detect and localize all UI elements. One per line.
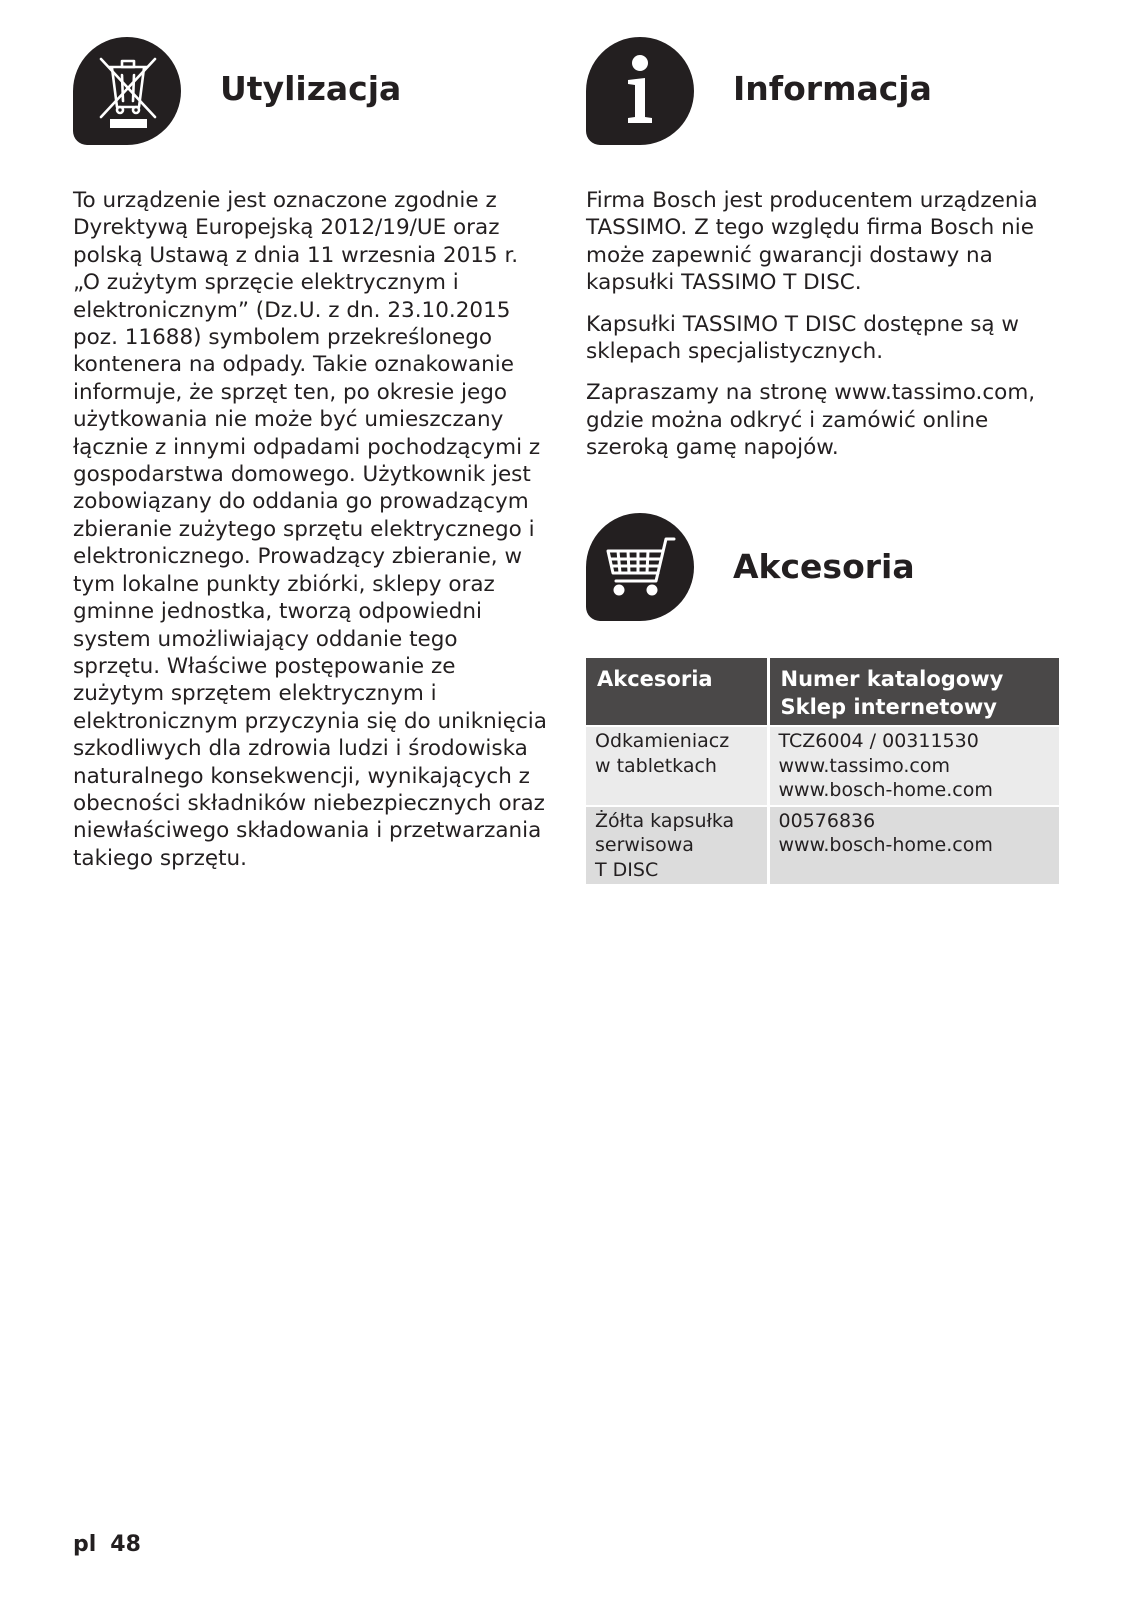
information-paragraph: Firma Bosch jest producentem urządzenia TASSIMO. Z tego względu firma Bosch nie może zapewnić gwarancji dostawy na kapsułki TASSIMO T DISC.	[586, 188, 1038, 296]
disposal-text: To urządzenie jest oznaczone zgodnie z Dyrektywą Europejską 2012/19/UE oraz polską Ustawą z dnia 11 wrzesnia 2015 r. „O zużytym sprzęcie elektrycznym i elektronicznym” (Dz.U. z dn. 23.10.2015 poz. 11688) symbolem przekreślonego kontenera na odpady. Takie oznakowanie informuje, że sprzęt ten, po okresie jego użytkowania nie może być umieszczany łącznie z innymi odpadami pochodzącymi z gospodarstwa domowego. Użytkownik jest zobowiązany do oddania go prowadzącym zbieranie zużytego sprzętu elektrycznego i elektronicznego. Prowadzący zbieranie, w tym lokalne punkty zbiórki, sklepy oraz gminne jednostka, tworzą odpowiedni system umożliwiający oddanie tego sprzętu. Właściwe postępowanie ze zużytym sprzętem elektrycznym i elektronicznym przyczynia się do uniknięcia szkodliwych dla zdrowia ludzi i środowiska naturalnego konsekwencji, wynikających z obecności składników niebezpiecznych oraz niewłaściwego składowania i przetwarzania takiego sprzętu.	[73, 188, 547, 871]
accessories-table	[586, 658, 1059, 884]
information-badge	[586, 37, 694, 145]
cell-line: T DISC	[595, 858, 659, 881]
page-number: 48	[110, 1532, 141, 1557]
cell-line: www.bosch-home.com	[778, 779, 993, 801]
cell-line: www.bosch-home.com	[778, 834, 993, 856]
crossed-out-bin-icon	[73, 37, 181, 145]
column-header: Numer katalogowy Sklep internetowy	[768, 658, 1059, 726]
page-footer	[73, 1532, 141, 1557]
cell-line: www.tassimo.com	[778, 754, 951, 777]
table-row	[586, 726, 1059, 806]
cell-line: TCZ6004 / 00311530	[778, 730, 979, 752]
disposal-title: Utylizacja	[220, 69, 402, 108]
disposal-badge	[73, 37, 181, 145]
column-header: Akcesoria	[586, 658, 768, 726]
cell-line: serwisowa	[595, 834, 694, 856]
accessory-name-cell	[586, 806, 768, 885]
cell-line: Odkamieniacz	[595, 730, 730, 752]
info-icon	[586, 37, 694, 145]
accessories-title: Akcesoria	[733, 547, 915, 586]
information-text	[586, 187, 1066, 476]
cell-line: w tabletkach	[595, 754, 717, 777]
shopping-cart-icon	[586, 513, 694, 621]
catalog-info-cell	[768, 806, 1059, 885]
table-row	[586, 806, 1059, 885]
information-title: Informacja	[733, 69, 932, 108]
catalog-info-cell	[768, 726, 1059, 806]
information-paragraph: Zapraszamy na stronę www.tassimo.com, gdzie można odkryć i zamówić online szeroką gamę napojów.	[586, 380, 1036, 461]
cell-line: Żółta kapsułka	[595, 809, 735, 832]
accessories-badge	[586, 513, 694, 621]
cell-line: 00576836	[778, 809, 876, 832]
information-paragraph: Kapsułki TASSIMO T DISC dostępne są w sklepach specjalistycznych.	[586, 311, 1020, 365]
language-code: pl	[73, 1532, 97, 1557]
table-header-row	[586, 658, 1059, 726]
accessory-name-cell	[586, 726, 768, 806]
